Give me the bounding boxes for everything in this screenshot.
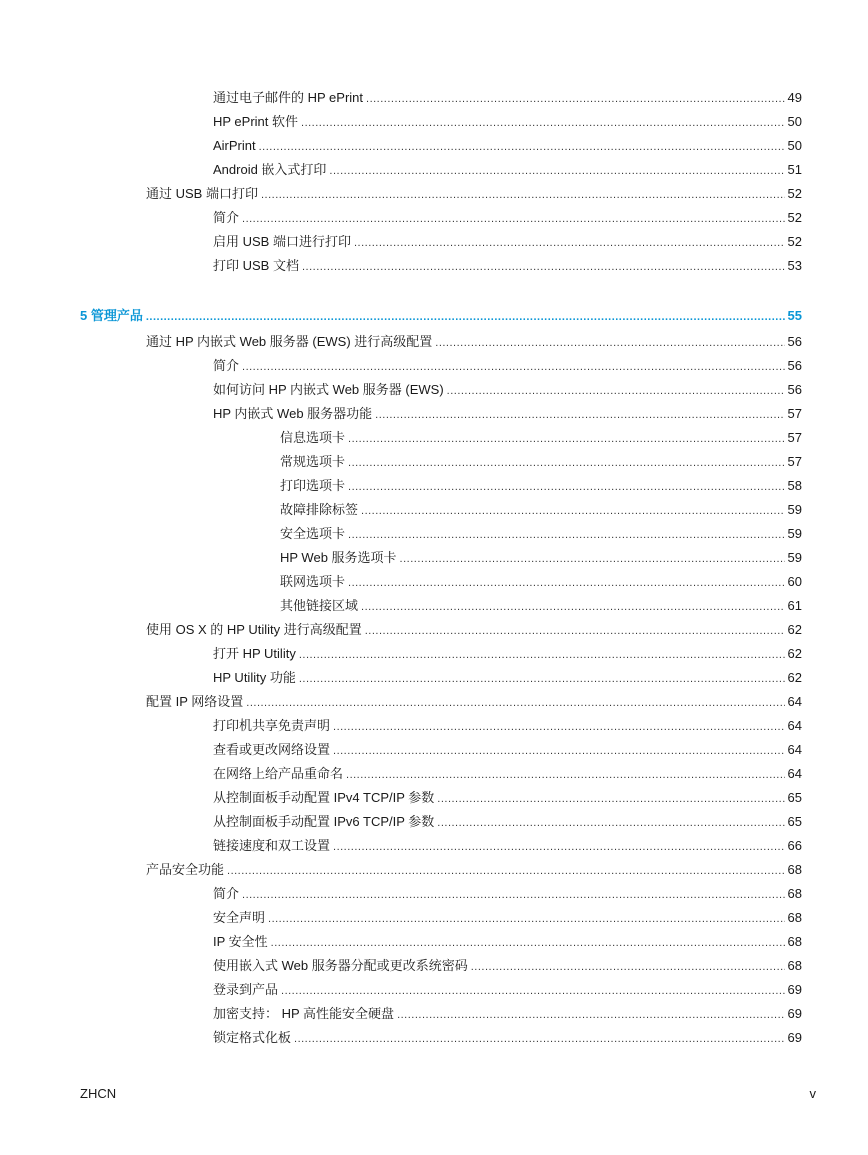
- toc-dot-leader: [333, 720, 785, 734]
- toc-row[interactable]: [213, 134, 802, 154]
- toc-row[interactable]: [280, 426, 802, 446]
- toc-row[interactable]: [213, 906, 802, 926]
- toc-page-number: 60: [787, 574, 802, 589]
- toc-row[interactable]: [213, 158, 802, 178]
- toc-page-number: 59: [787, 526, 802, 541]
- toc-dot-leader: [348, 456, 785, 470]
- toc-dot-leader: [346, 768, 785, 782]
- toc-page-number: 61: [787, 598, 802, 613]
- toc-dot-leader: [227, 864, 785, 878]
- toc-entry-title: 安全声明: [213, 910, 266, 925]
- toc-dot-leader: [242, 888, 785, 902]
- toc-entry-title: HP Web 服务选项卡: [280, 550, 397, 565]
- toc-dot-leader: [365, 624, 785, 638]
- toc-entry-title: 通过电子邮件的 HP ePrint: [213, 90, 364, 105]
- toc-dot-leader: [333, 840, 785, 854]
- toc-page-number: 64: [787, 718, 802, 733]
- toc-entry-title: 常规选项卡: [280, 454, 346, 469]
- toc-page-number: 50: [787, 138, 802, 153]
- toc-row[interactable]: [213, 230, 802, 250]
- toc-page-number: 57: [787, 454, 802, 469]
- toc-dot-leader: [437, 816, 784, 830]
- toc-dot-leader: [348, 480, 785, 494]
- footer-language-code: ZHCN: [80, 1086, 117, 1101]
- toc-row[interactable]: [280, 474, 802, 494]
- toc-dot-leader: [261, 188, 785, 202]
- toc-entry-title: 信息选项卡: [280, 430, 346, 445]
- toc-page-number: 62: [787, 670, 802, 685]
- toc-row[interactable]: [280, 594, 802, 614]
- toc-dot-leader: [400, 552, 785, 566]
- toc-page-number: 65: [787, 814, 802, 829]
- footer-page-number: v: [809, 1086, 816, 1101]
- toc-dot-leader: [354, 236, 785, 250]
- toc-page-number: 57: [787, 406, 802, 421]
- toc-entry-title: 使用 OS X 的 HP Utility 进行高级配置: [146, 622, 362, 637]
- toc-entry-title: 产品安全功能: [146, 862, 225, 877]
- toc-row[interactable]: [213, 762, 802, 782]
- toc-page-number: 59: [787, 502, 802, 517]
- toc-entry-title: 使用嵌入式 Web 服务器分配或更改系统密码: [213, 958, 468, 973]
- toc-dot-leader: [375, 408, 784, 422]
- toc-entry-title: 其他链接区域: [280, 598, 359, 613]
- toc-row[interactable]: [213, 1002, 802, 1022]
- toc-row[interactable]: [213, 714, 802, 734]
- toc-entry-title: 安全选项卡: [280, 526, 346, 541]
- toc-dot-leader: [242, 212, 785, 226]
- toc-entry-title: 打开 HP Utility: [213, 646, 296, 661]
- toc-dot-leader: [271, 936, 785, 950]
- toc-entry-title: 简介: [213, 886, 240, 901]
- toc-entry-title: 链接速度和双工设置: [213, 838, 331, 853]
- toc-dot-leader: [361, 600, 785, 614]
- toc-entry-title: 启用 USB 端口进行打印: [213, 234, 351, 249]
- toc-dot-leader: [242, 360, 785, 374]
- toc-page-number: 68: [787, 862, 802, 877]
- toc-row[interactable]: [280, 498, 802, 518]
- toc-row[interactable]: [213, 834, 802, 854]
- toc-row[interactable]: [146, 618, 802, 638]
- toc-entry-title: 如何访问 HP 内嵌式 Web 服务器 (EWS): [213, 382, 444, 397]
- toc-row[interactable]: [213, 666, 802, 686]
- toc-row[interactable]: [213, 882, 802, 902]
- toc-entry-title: 在网络上给产品重命名: [213, 766, 344, 781]
- toc-entry-title: 从控制面板手动配置 IPv6 TCP/IP 参数: [213, 814, 435, 829]
- toc-page-number: 69: [787, 1030, 802, 1045]
- toc-entry-title: 5 管理产品: [80, 308, 143, 323]
- toc-dot-leader: [348, 528, 785, 542]
- toc-dot-leader: [299, 648, 785, 662]
- toc-page-number: 52: [787, 234, 802, 249]
- toc-row[interactable]: [213, 786, 802, 806]
- toc-entry-title: HP 内嵌式 Web 服务器功能: [213, 406, 373, 421]
- toc-dot-leader: [435, 336, 784, 350]
- toc-page-number: 57: [787, 430, 802, 445]
- toc-page-number: 64: [787, 694, 802, 709]
- toc-page-number: 66: [787, 838, 802, 853]
- toc-page-number: 52: [787, 186, 802, 201]
- toc-page-number: 58: [787, 478, 802, 493]
- toc-row[interactable]: [213, 110, 802, 130]
- toc-entry-title: AirPrint: [213, 138, 256, 153]
- toc-dot-leader: [299, 672, 785, 686]
- toc-page-number: 56: [787, 382, 802, 397]
- toc-row[interactable]: [213, 930, 802, 950]
- toc-row[interactable]: [213, 354, 802, 374]
- toc-chapter-row[interactable]: [80, 304, 802, 324]
- toc-row[interactable]: [213, 642, 802, 662]
- toc-row[interactable]: [213, 1026, 802, 1046]
- toc-page-number: 49: [787, 90, 802, 105]
- toc-page-number: 50: [787, 114, 802, 129]
- toc-row[interactable]: [213, 810, 802, 830]
- toc-dot-leader: [366, 92, 785, 106]
- toc-page-number: 68: [787, 958, 802, 973]
- toc-row[interactable]: [280, 570, 802, 590]
- toc-page-number: 52: [787, 210, 802, 225]
- toc-entry-title: IP 安全性: [213, 934, 268, 949]
- toc-page-number: 53: [787, 258, 802, 273]
- toc-entry-title: HP ePrint 软件: [213, 114, 299, 129]
- toc-entry-title: 打印选项卡: [280, 478, 346, 493]
- toc-entry-title: 锁定格式化板: [213, 1030, 292, 1045]
- toc-page-number: 56: [787, 334, 802, 349]
- toc-page-number: 68: [787, 934, 802, 949]
- toc-entry-title: HP Utility 功能: [213, 670, 296, 685]
- toc-dot-leader: [146, 310, 785, 324]
- toc-dot-leader: [397, 1008, 784, 1022]
- toc-dot-leader: [329, 164, 784, 178]
- toc-dot-leader: [471, 960, 785, 974]
- toc-page-number: 68: [787, 886, 802, 901]
- toc-page-number: 55: [787, 308, 802, 323]
- toc-dot-leader: [348, 432, 785, 446]
- toc-page-number: 59: [787, 550, 802, 565]
- toc-dot-leader: [246, 696, 784, 710]
- toc-page-number: 69: [787, 982, 802, 997]
- toc-row[interactable]: [280, 450, 802, 470]
- toc-entry-title: 查看或更改网络设置: [213, 742, 331, 757]
- toc-entry-title: 从控制面板手动配置 IPv4 TCP/IP 参数: [213, 790, 435, 805]
- toc-entry-title: 简介: [213, 210, 240, 225]
- toc-row[interactable]: [213, 738, 802, 758]
- toc-row[interactable]: [146, 330, 802, 350]
- toc-page-number: 68: [787, 910, 802, 925]
- toc-entry-title: Android 嵌入式打印: [213, 162, 327, 177]
- toc-entry-title: 加密支持： HP 高性能安全硬盘: [213, 1006, 395, 1021]
- toc-entry-title: 登录到产品: [213, 982, 279, 997]
- toc-row[interactable]: [146, 182, 802, 202]
- toc-dot-leader: [294, 1032, 785, 1046]
- toc-dot-leader: [281, 984, 785, 998]
- toc-entry-title: 打印 USB 文档: [213, 258, 299, 273]
- toc-page-number: 56: [787, 358, 802, 373]
- toc-dot-leader: [302, 260, 785, 274]
- toc-row[interactable]: [280, 546, 802, 566]
- toc-row[interactable]: [146, 858, 802, 878]
- toc-page-number: 69: [787, 1006, 802, 1021]
- toc-entry-title: 配置 IP 网络设置: [146, 694, 244, 709]
- toc-dot-leader: [333, 744, 785, 758]
- toc-entry-title: 通过 HP 内嵌式 Web 服务器 (EWS) 进行高级配置: [146, 334, 433, 349]
- toc-entry-title: 通过 USB 端口打印: [146, 186, 258, 201]
- toc-dot-leader: [437, 792, 784, 806]
- toc-entry-title: 简介: [213, 358, 240, 373]
- toc-entry-title: 联网选项卡: [280, 574, 346, 589]
- toc-row[interactable]: [213, 954, 802, 974]
- toc-entry-title: 故障排除标签: [280, 502, 359, 517]
- toc-entry-title: 打印机共享免责声明: [213, 718, 331, 733]
- toc-row[interactable]: [213, 402, 802, 422]
- toc-page-number: 62: [787, 622, 802, 637]
- toc-dot-leader: [361, 504, 785, 518]
- toc-row[interactable]: [213, 378, 802, 398]
- toc-dot-leader: [259, 140, 785, 154]
- toc-dot-leader: [268, 912, 785, 926]
- toc-page-number: 64: [787, 742, 802, 757]
- toc-dot-leader: [348, 576, 785, 590]
- toc-row[interactable]: [213, 254, 802, 274]
- toc-row[interactable]: [146, 690, 802, 710]
- toc-page-number: 51: [787, 162, 802, 177]
- toc-dot-leader: [447, 384, 785, 398]
- toc-page-number: 64: [787, 766, 802, 781]
- toc-row[interactable]: [213, 978, 802, 998]
- toc-page-number: 62: [787, 646, 802, 661]
- toc-row[interactable]: [213, 86, 802, 106]
- toc-page-number: 65: [787, 790, 802, 805]
- toc-dot-leader: [301, 116, 785, 130]
- toc-row[interactable]: [280, 522, 802, 542]
- toc-row[interactable]: [213, 206, 802, 226]
